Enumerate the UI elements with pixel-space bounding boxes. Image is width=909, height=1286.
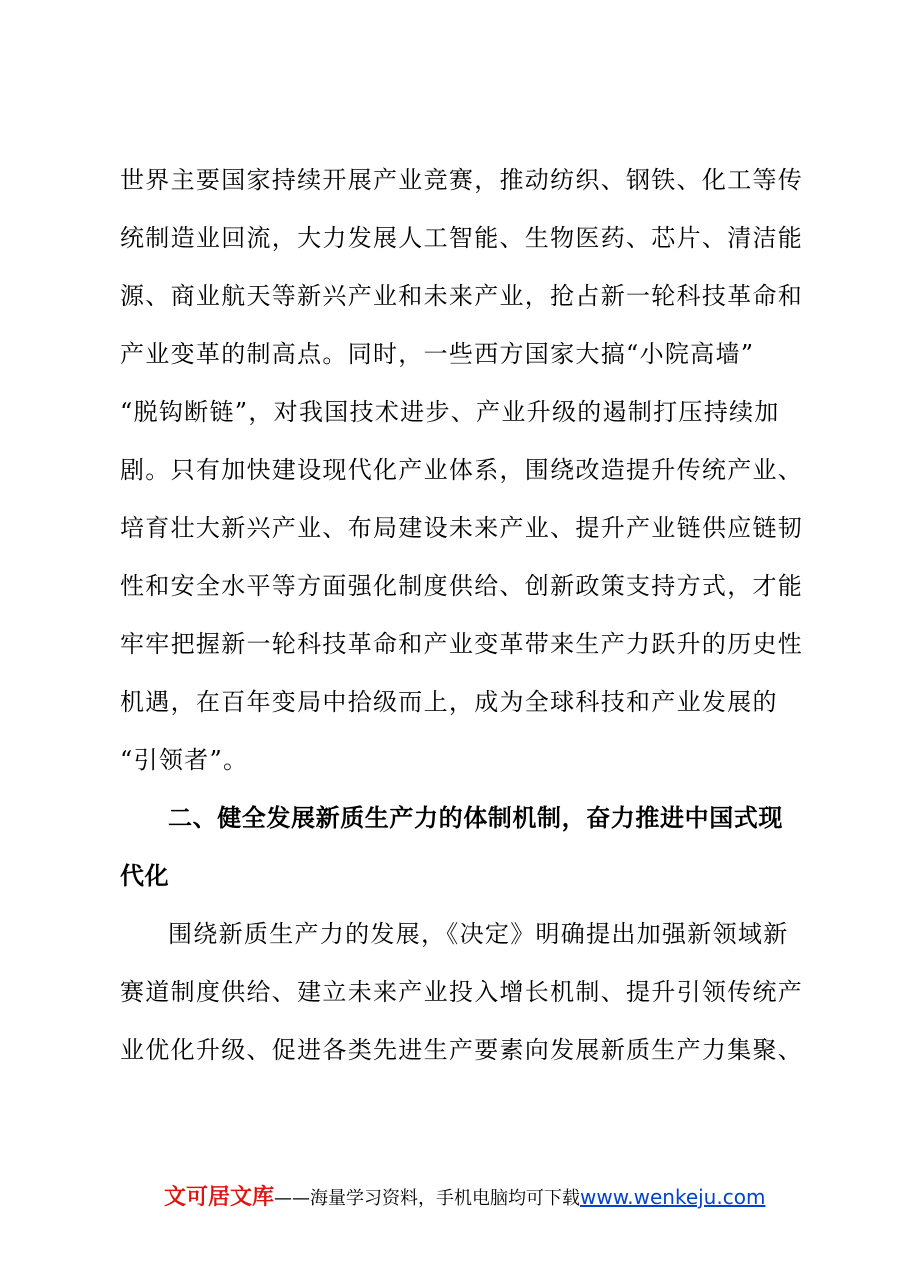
section-heading-continuation: 代化: [120, 862, 170, 890]
body-text-line: 剧。只有加快建设现代化产业体系，围绕改造提升传统产业、: [120, 456, 804, 484]
footer-brand: 文可居文库: [164, 1185, 275, 1210]
body-text-line: “脱钩断链”，对我国技术进步、产业升级的遏制打压持续加: [120, 398, 780, 426]
footer-website-link[interactable]: www.wenkeju.com: [580, 1185, 766, 1209]
body-text-line: 业优化升级、促进各类先进生产要素向发展新质生产力集聚、: [120, 1036, 804, 1064]
body-text-line: 机遇，在百年变局中拾级而上，成为全球科技和产业发展的: [120, 688, 778, 716]
body-text-line: 世界主要国家持续开展产业竞赛，推动纺织、钢铁、化工等传: [120, 166, 804, 194]
body-text-line: 牢牢把握新一轮科技革命和产业变革带来生产力跃升的历史性: [120, 630, 804, 658]
body-text-line: 赛道制度供给、建立未来产业投入增长机制、提升引领传统产: [120, 978, 804, 1006]
body-text-line: 统制造业回流，大力发展人工智能、生物医药、芯片、清洁能: [120, 224, 804, 252]
footer-banner: [164, 1180, 765, 1214]
paragraph-first-line: 围绕新质生产力的发展，《决定》明确提出加强新领域新: [168, 920, 789, 948]
body-text-line: 性和安全水平等方面强化制度供给、创新政策支持方式，才能: [120, 572, 804, 600]
body-text-line: 源、商业航天等新兴产业和未来产业，抢占新一轮科技革命和: [120, 282, 804, 310]
body-text-line: “引领者”。: [120, 746, 249, 774]
body-text-line: 产业变革的制高点。同时，一些西方国家大搞“小院高墙”: [120, 340, 755, 368]
footer-tagline: ——海量学习资料，手机电脑均可下载: [274, 1188, 581, 1209]
body-text-line: 培育壮大新兴产业、布局建设未来产业、提升产业链供应链韧: [120, 514, 804, 542]
section-heading: 二、健全发展新质生产力的体制机制，奋力推进中国式现: [168, 804, 783, 832]
